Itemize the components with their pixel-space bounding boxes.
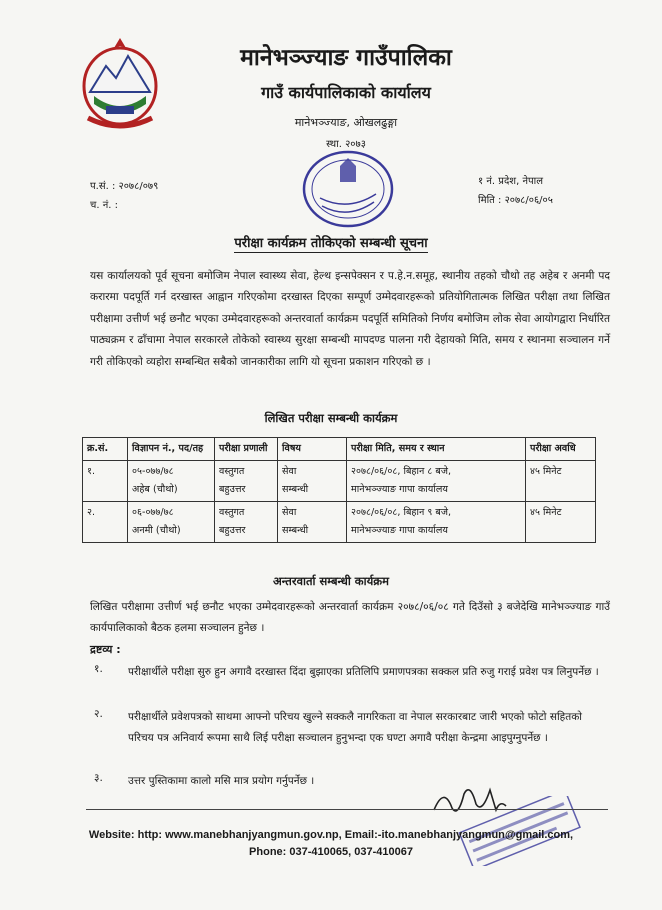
established-year: स्था. २०७३ <box>326 139 366 150</box>
note-item: परीक्षार्थीले प्रवेशपत्रको साथमा आफ्नो परिचय खुल्ने सक्कलै नागरिकता वा नेपाल सरकारबाट जारी भएको फोटो सहितको परिचय पत्र अनिवार्य रूपमा साथै लिई परीक्षा सञ्चालन हुनुभन्दा एक घण्टा अगावै परीक्षा केन्द्रमा आइपुग्नुपर्नेछ । <box>128 711 583 744</box>
municipality-name: मानेभञ्ज्याङ गाउँपालिका <box>240 45 452 71</box>
cell-when-where: २०७८/०६/०८, बिहान ८ बजे, मानेभञ्ज्याङ गापा कार्यालय <box>347 461 526 502</box>
note-number: २. <box>94 708 103 720</box>
table-header-row <box>83 438 596 461</box>
footer-website: Website: http: www.manebhanjyangmun.gov.np, Email:-ito.manebhanjyangmun@gmail.com, <box>88 829 574 841</box>
cell-sn: १. <box>83 461 128 502</box>
cell-subject: सेवा सम्बन्धी <box>278 502 347 543</box>
footer-divider <box>86 809 608 810</box>
note-number: १. <box>94 663 103 675</box>
cell-system: वस्तुगत बहुउत्तर <box>215 502 278 543</box>
interview-heading: अन्तरवार्ता सम्बन्धी कार्यक्रम <box>272 574 389 588</box>
note-item: परीक्षार्थीले परीक्षा सुरु हुन अगावै दरखास्त दिंदा बुझाएका प्रतिलिपि प्रमाणपत्रका सक्कल प्रति रुजु गराई प्रवेश पत्र लिनुपर्नेछ । <box>128 666 599 678</box>
col-header: क्र.सं. <box>83 438 128 461</box>
cell-advert: ०५-०७७/७८ अहेब (चौथो) <box>128 461 215 502</box>
note-item: उत्तर पुस्तिकामा कालो मसि मात्र प्रयोग गर्नुपर्नेछ । <box>128 775 315 787</box>
col-header: विषय <box>278 438 347 461</box>
cell-duration: ४५ मिनेट <box>526 502 596 543</box>
office-name: गाउँ कार्यपालिकाको कार्यालय <box>261 83 431 102</box>
notice-title: परीक्षा कार्यक्रम तोकिएको सम्बन्धी सूचना <box>234 236 428 251</box>
table-row <box>83 461 596 502</box>
written-exam-heading: लिखित परीक्षा सम्बन्धी कार्यक्रम <box>264 411 398 425</box>
cell-when-where: २०७८/०६/०८, बिहान ९ बजे, मानेभञ्ज्याङ गापा कार्यालय <box>347 502 526 543</box>
cell-duration: ४५ मिनेट <box>526 461 596 502</box>
patra-sankhya: प.सं. : २०७८/०७९ <box>90 181 159 192</box>
province-label: १ नं. प्रदेश, नेपाल <box>478 176 544 187</box>
office-address: मानेभञ्ज्याङ, ओखलढुङ्गा <box>294 116 398 129</box>
cell-sn: २. <box>83 502 128 543</box>
interview-body: लिखित परीक्षामा उत्तीर्ण भई छनौट भएका उम्मेदवारहरूको अन्तरवार्ता कार्यक्रम २०७८/०६/०८ गते दिउँसो ३ बजेदेखि मानेभञ्ज्याङ गाउँ कार्यपालिकाको बैठक हलमा सञ्चालन हुनेछ । <box>90 601 610 634</box>
notes-heading: द्रष्टव्य : <box>90 643 121 656</box>
footer-phone: Phone: 037-410065, 037-410067 <box>249 846 413 858</box>
col-header: परीक्षा मिति, समय र स्थान <box>347 438 526 461</box>
cell-system: वस्तुगत बहुउत्तर <box>215 461 278 502</box>
notice-date: मिति : २०७८/०६/०५ <box>478 195 553 206</box>
col-header: परीक्षा अवधि <box>526 438 596 461</box>
cell-advert: ०६-०७७/७८ अनमी (चौथो) <box>128 502 215 543</box>
note-number: ३. <box>94 772 103 784</box>
cell-subject: सेवा सम्बन्धी <box>278 461 347 502</box>
office-seal-icon <box>300 148 396 230</box>
table-row <box>83 502 596 543</box>
col-header: विज्ञापन नं., पद/तह <box>128 438 215 461</box>
exam-schedule-table <box>82 437 596 543</box>
chalani-number: च. नं. : <box>90 200 118 211</box>
col-header: परीक्षा प्रणाली <box>215 438 278 461</box>
notice-body: यस कार्यालयको पूर्व सूचना बमोजिम नेपाल स्वास्थ्य सेवा, हेल्थ इन्सपेक्सन र प.हे.न.समूह, स्थानीय तहको चौथो तह अहेब र अनमी पद करारमा पदपूर्ति गर्न दरखास्त आह्वान गरिएकोमा दरखास्त दिएका सम्पूर्ण उम्मेदवारहरूको प्रतियोगितात्मक लिखित परीक्षा तथा लिखित परीक्षामा उत्तीर्ण भई छनौट भएका उम्मेदवारहरूको अन्तरवार्ता कार्यक्रम पदपूर्ति समितिको निर्णय बमोजिम लोक सेवा आयोगद्वारा निर्धारित पाठ्यक्रम र ढाँचामा नेपाल सरकारले तोकेको स्वास्थ्य सुरक्षा सम्बन्धी मापदण्ड पालना गरी देहायको मिति, समय र स्थानमा सञ्चालन गर्ने गरी तोकिएको व्यहोरा सम्बन्धित सबैको जानकारीका लागि यो सूचना प्रकाशन गरिएको छ । <box>90 270 610 368</box>
